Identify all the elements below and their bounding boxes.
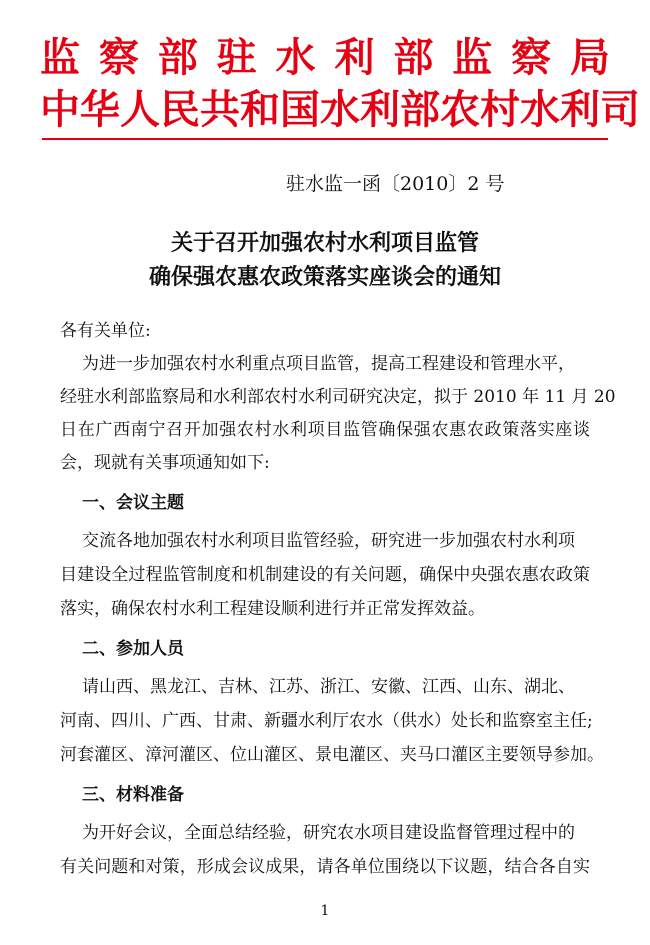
letterhead-rule — [42, 138, 608, 140]
document-number: 驻水监一函〔2010〕2 号 — [286, 173, 505, 195]
intro-line: 会，现就有关事项通知如下: — [60, 453, 270, 473]
intro-line: 为进一步加强农村水利重点项目监管，提高工程建设和管理水平， — [82, 354, 575, 374]
section-heading: 三、材料准备 — [82, 785, 184, 805]
section-line: 落实，确保农村水利工程建设顺利进行并正常发挥效益。 — [60, 599, 485, 619]
section-line: 目建设全过程监管制度和机制建设的有关问题，确保中央强农惠农政策 — [60, 565, 590, 585]
section-line: 请山西、黑龙江、吉林、江苏、浙江、安徽、江西、山东、湖北、 — [82, 677, 575, 697]
section-line: 为开好会议，全面总结经验，研究农水项目建设监督管理过程中的 — [82, 823, 575, 843]
salutation: 各有关单位: — [60, 321, 151, 341]
section-line: 交流各地加强农村水利项目监管经验，研究进一步加强农村水利项 — [82, 531, 575, 551]
section-line: 河南、四川、广西、甘肃、新疆水利厅农水（供水）处长和监察室主任; — [60, 711, 593, 731]
page-number: 1 — [320, 903, 330, 919]
intro-line: 日在广西南宁召开加强农村水利项目监管确保强农惠农政策落实座谈 — [60, 420, 590, 440]
intro-line: 经驻水利部监察局和水利部农村水利司研究决定，拟于 2010 年 11 月 20 — [60, 387, 616, 407]
section-line: 河套灌区、漳河灌区、位山灌区、景电灌区、夹马口灌区主要领导参加。 — [60, 745, 604, 765]
section-heading: 二、参加人员 — [82, 639, 184, 659]
section-heading: 一、会议主题 — [82, 493, 184, 513]
section-line: 有关问题和对策，形成会议成果，请各单位围绕以下议题，结合各自实 — [60, 857, 590, 877]
title-line-1: 关于召开加强农村水利项目监管 — [170, 230, 479, 256]
letterhead-org-2: 中华人民共和国水利部农村水利司 — [40, 87, 640, 133]
title-line-2: 确保强农惠农政策落实座谈会的通知 — [148, 264, 501, 290]
letterhead-org-1: 监察部驻水利部监察局 — [40, 35, 610, 81]
